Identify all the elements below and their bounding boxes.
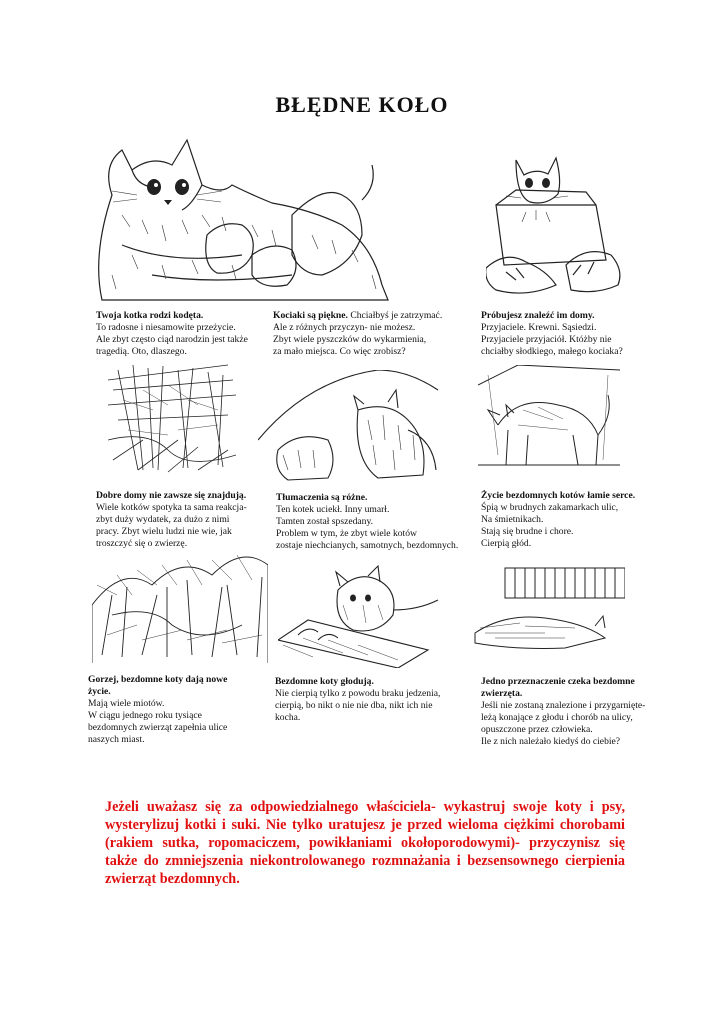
caption-line: To radosne i niesamowite przeżycie. (96, 322, 236, 333)
caption-line: bezdomnych zwierząt zapełnia ulice (88, 722, 228, 733)
caption-line: zbyt duży wydatek, za dużo z nimi (96, 514, 230, 525)
caption-kittens-beautiful (273, 310, 442, 358)
caption-line: Jeśli nie zostaną znalezione i przygarnięte- (481, 700, 646, 711)
caption-heading: Próbujesz znaleźć im domy. (481, 310, 595, 321)
caption-line: pracy. Zbyt wielu ludzi nie wie, jak (96, 526, 232, 537)
caption-line: Śpią w brudnych zakamarkach ulic, (481, 502, 619, 513)
caption-line: Ale z różnych przyczyn- nie możesz. (273, 322, 416, 333)
caption-line: chciałby słodkiego, małego kociaka? (481, 346, 623, 357)
caption-heading: Bezdomne koty głodują. (275, 676, 374, 687)
caption-line: Stają się brudne i chore. (481, 526, 574, 537)
caption-heading: Tłumaczenia są różne. (276, 492, 368, 503)
caption-heading: zwierzęta. (481, 688, 523, 699)
kitten-in-box-illustration (486, 150, 624, 298)
two-cats-illustration (258, 370, 440, 482)
caption-new-litters (88, 674, 248, 746)
caption-heading: życie. (88, 686, 111, 697)
caption-line: Przyjaciele przyjaciół. Któżby nie (481, 334, 612, 345)
caption-heading: Życie bezdomnych kotów łamie serce. (481, 490, 636, 501)
caption-line: troszczyć się o zwierzę. (96, 538, 188, 549)
caption-line: cierpią, bo nikt o nie nie dba, nikt ich nie (275, 700, 433, 711)
overgrown-yard-illustration (92, 545, 268, 663)
caption-finding-homes (481, 310, 623, 358)
caption-line: Cierpią głód. (481, 538, 532, 549)
caption-starving (275, 676, 447, 724)
caption-line: Ten kotek uciekł. Inny umarł. (276, 504, 390, 515)
caption-kitten-birth (96, 310, 248, 358)
caption-line: za mało miejsca. Co więc zrobisz? (273, 346, 406, 357)
caption-line: Ile z nich należało kiedyś do ciebie? (481, 736, 621, 747)
caption-line: Nie cierpią tylko z powodu braku jedzenia, (275, 688, 441, 699)
caption-heading: Twoja kotka rodzi kodęta. (96, 310, 204, 321)
cat-under-shelf-illustration (465, 558, 625, 656)
caption-fate (481, 676, 646, 748)
caption-heading: Kociaki są piękne. (273, 310, 348, 321)
caption-line: Chciałbyś je zatrzymać. (350, 310, 443, 321)
caption-line: Na śmietnikach. (481, 514, 544, 525)
caption-line: Przyjaciele. Krewni. Sąsiedzi. (481, 322, 597, 333)
mother-cat-illustration (92, 125, 394, 305)
caption-stray-life (481, 490, 635, 550)
cat-in-basket-illustration (278, 560, 448, 668)
caption-line: W ciągu jednego roku tysiące (88, 710, 202, 721)
caption-line: Zbyt wiele pyszczków do wykarmienia, (273, 334, 427, 345)
caption-line: naszych miast. (88, 734, 145, 745)
appeal-paragraph: Jeżeli uważasz się za odpowiedzialnego właściciela- wykastruj swoje koty i psy, wysterylizuj kotki i suki. Nie tylko uratujesz je przed wieloma ciężkimi chorobami (rakiem sutka, ropomaciczem, powikłaniami okołoporodowymi)- przyczynisz się także do zmniejszenia niekontrolowanego rozmnażania i bezsensownego cierpienia zwierząt bezdomnych. (105, 799, 625, 887)
caption-good-homes (96, 490, 266, 550)
caption-line: Tamten został spszedany. (276, 516, 374, 527)
caption-line: opuszczone przez człowieka. (481, 724, 593, 735)
page-title: BŁĘDNE KOŁO (275, 92, 449, 117)
caption-line: Ale zbyt często ciąd narodzin jest także (96, 334, 248, 345)
caption-line: Mają wiele miotów. (88, 698, 165, 709)
caption-heading: Jedno przeznaczenie czeka bezdomne (481, 676, 635, 687)
caption-line: leżą konające z głodu i chorób na ulicy, (481, 712, 633, 723)
straw-illustration (108, 360, 236, 478)
caption-line: zostaje niechcianych, samotnych, bezdomnych. (276, 540, 459, 551)
caption-excuses (276, 492, 458, 552)
caption-heading: Dobre domy nie zawsze się znajdują. (96, 490, 247, 501)
caption-line: Problem w tym, że zbyt wiele kotów (276, 528, 417, 539)
caption-heading: Gorzej, bezdomne koty dają nowe (88, 674, 228, 685)
caption-line: tragedią. Oto, dlaszego. (96, 346, 187, 357)
caption-line: Wiele kotków spotyka ta sama reakcja- (96, 502, 247, 513)
caption-line: kocha. (275, 712, 301, 723)
thin-cat-illustration (478, 365, 620, 473)
